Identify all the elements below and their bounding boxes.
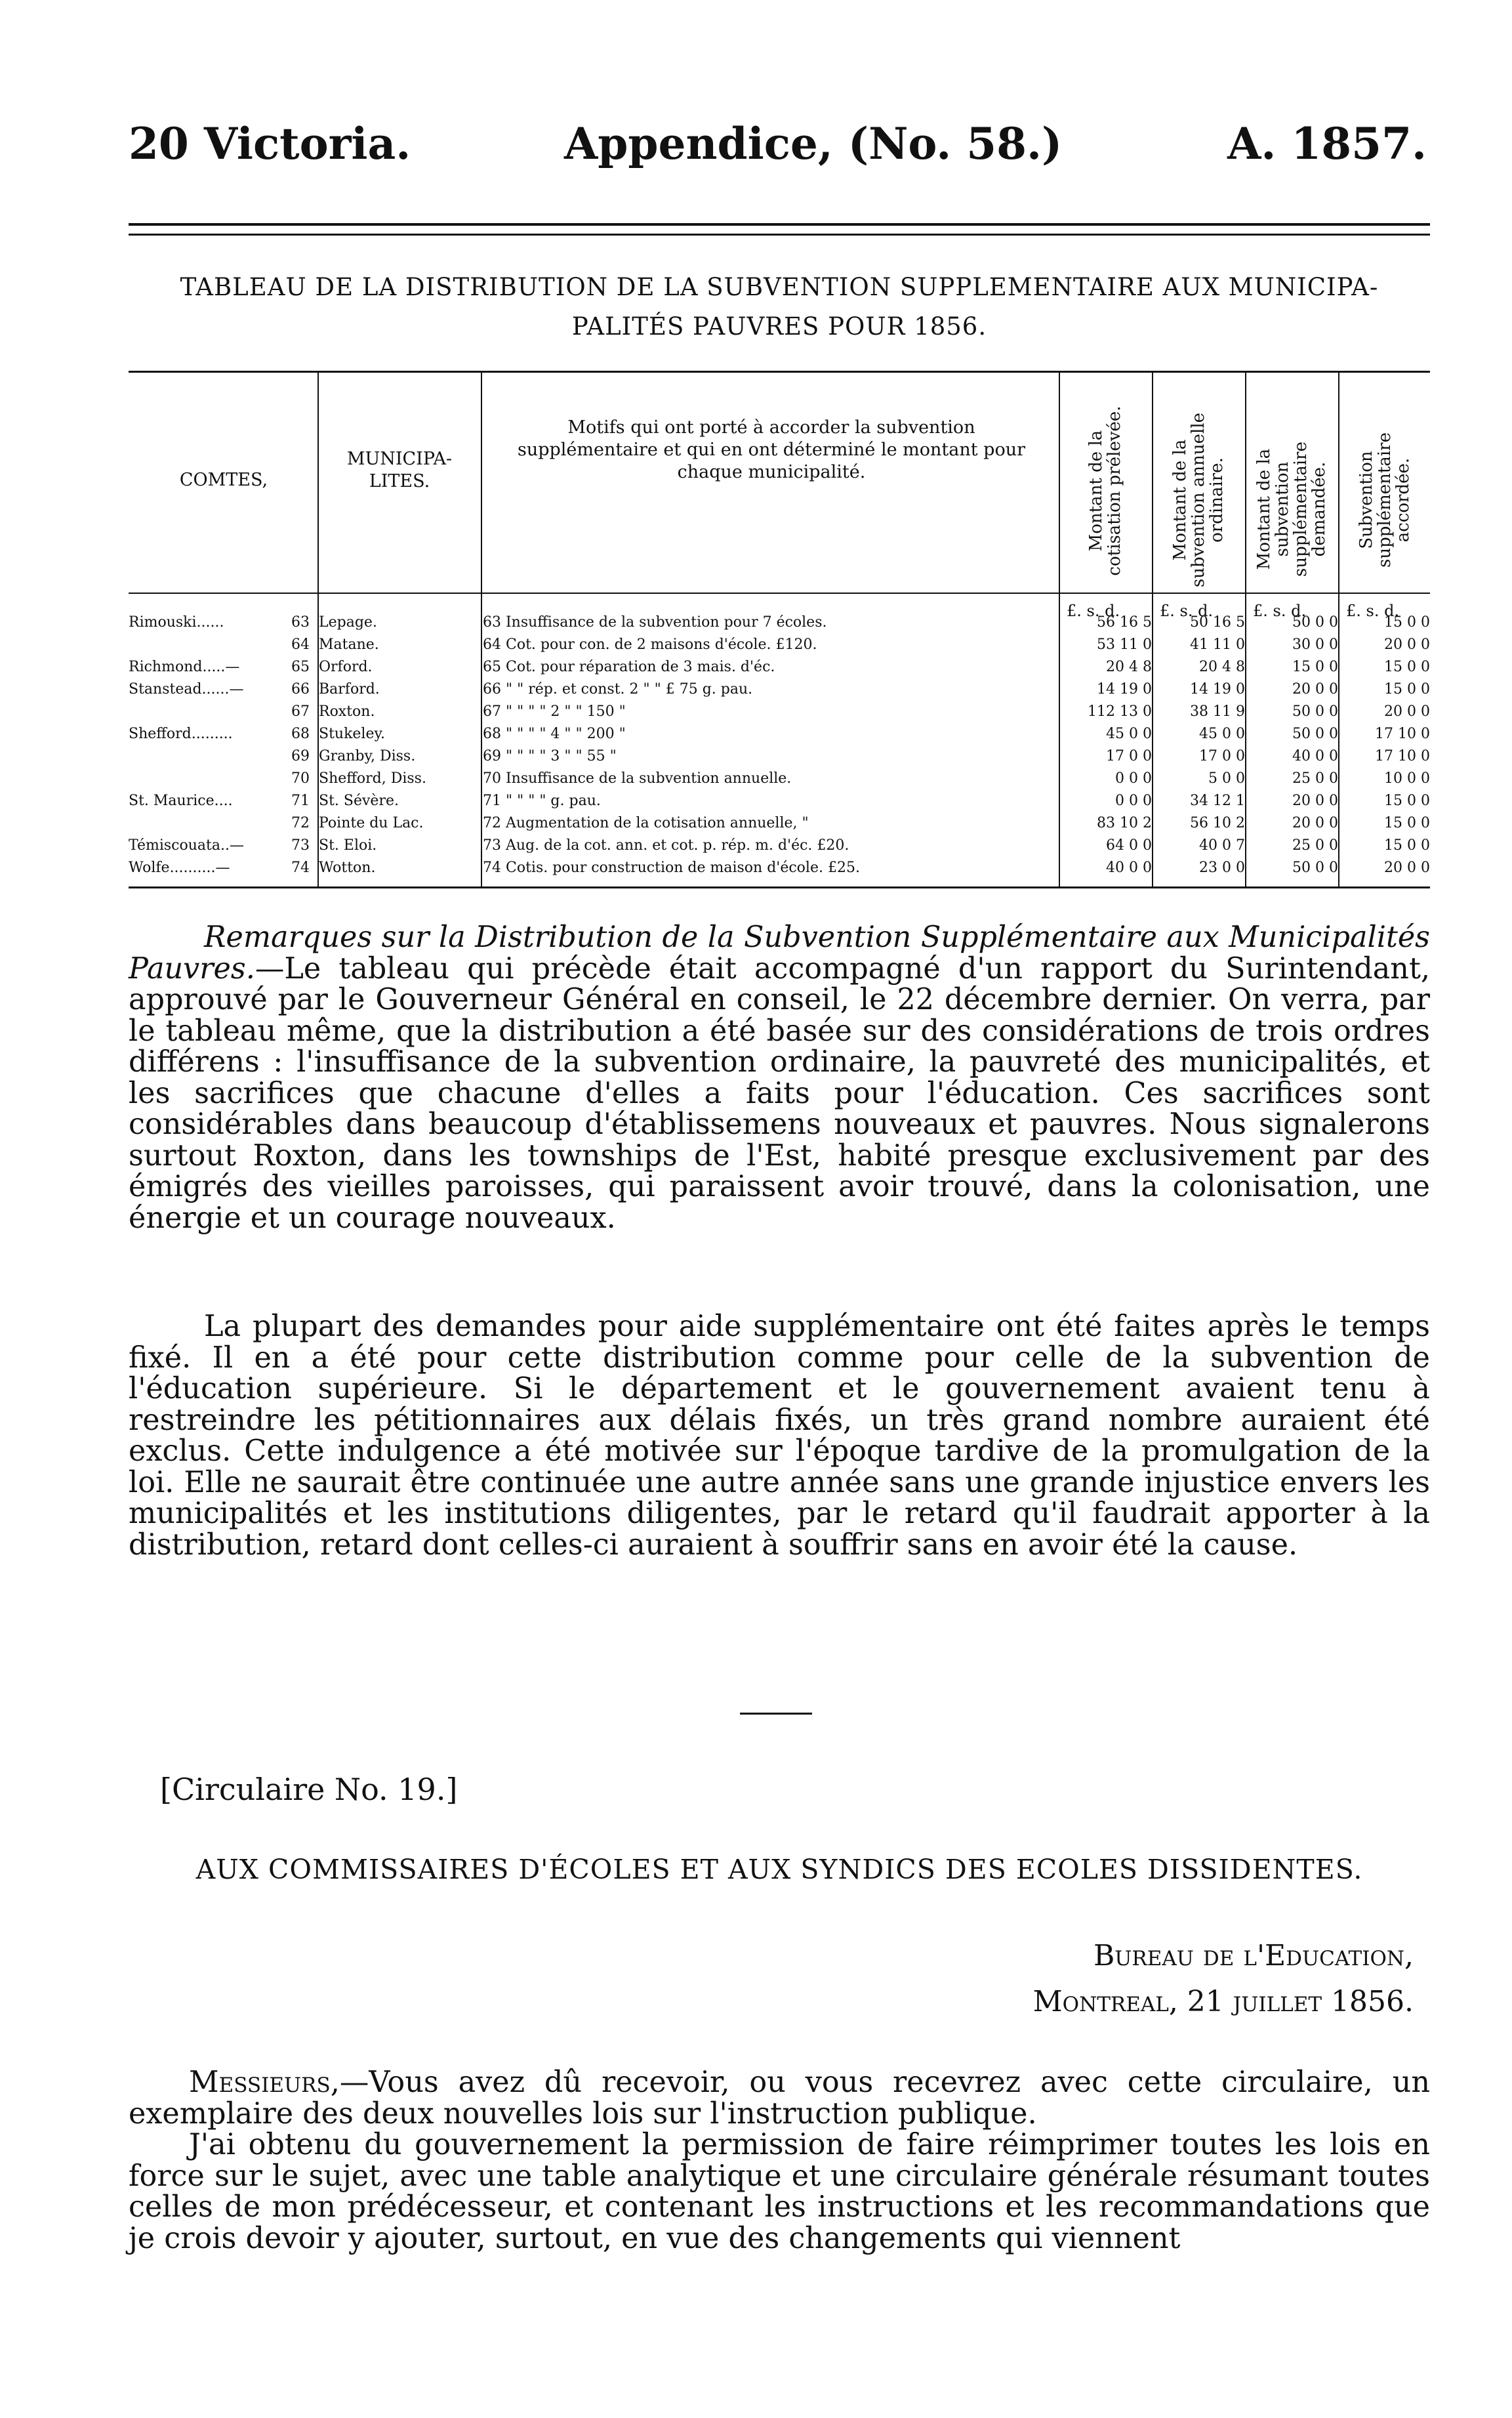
cell-num: 71	[291, 793, 310, 809]
cell-muni: Roxton.	[319, 703, 375, 720]
cell-num: 74	[291, 860, 310, 876]
cell-v3: 50 0 0	[1292, 860, 1338, 876]
cell-muni: Orford.	[319, 659, 373, 675]
cell-num: 67	[291, 703, 310, 720]
remarks-lead: Remarques sur la Distribution de la Subvention Supplémentaire aux Municipalités Pauvres.	[129, 921, 1430, 986]
cell-v4: 15 0 0	[1384, 614, 1430, 631]
cell-v2: 20 4 8	[1199, 659, 1245, 675]
header-motifs: Motifs qui ont porté à accorder la subvention supplémentaire et qui en ont déterminé le montant pour chaque municipalité.	[517, 417, 1025, 482]
cell-v3: 20 0 0	[1292, 793, 1338, 809]
cell-v1: 83 10 2	[1097, 815, 1152, 831]
table-row	[129, 682, 1430, 698]
cell-muni: Shefford, Diss.	[319, 770, 426, 787]
table-row	[129, 771, 1430, 787]
cell-v3: 50 0 0	[1292, 703, 1338, 720]
cell-county: Shefford.........	[129, 726, 233, 742]
table-row	[129, 838, 1430, 854]
cell-v3: 50 0 0	[1292, 726, 1338, 742]
cell-num: 73	[291, 837, 310, 854]
cell-motif: 68 " " " " 4 " " 200 "	[483, 726, 626, 742]
cell-county: Témiscouata..—	[129, 837, 244, 854]
cell-v1: 45 0 0	[1106, 726, 1152, 742]
circular-number: [Circulaire No. 19.]	[160, 1772, 458, 1807]
cell-county: St. Maurice....	[129, 793, 233, 809]
remarks-paragraph-1	[129, 922, 1430, 1234]
cell-v1: 56 16 5	[1097, 614, 1152, 631]
cell-v4: 15 0 0	[1384, 815, 1430, 831]
cell-num: 68	[291, 726, 310, 742]
cell-muni: Lepage.	[319, 614, 377, 631]
cell-v3: 30 0 0	[1292, 636, 1338, 653]
cell-v3: 40 0 0	[1292, 748, 1338, 764]
circular-heading: AUX COMMISSAIRES D'ÉCOLES ET AUX SYNDICS DES ECOLES DISSIDENTES.	[195, 1854, 1363, 1885]
cell-muni: Barford.	[319, 681, 380, 698]
cell-motif: 67 " " " " 2 " " 150 "	[483, 703, 626, 720]
cell-v3: 25 0 0	[1292, 770, 1338, 787]
header-col2: Montant de la subvention annuelle ordinaire.	[1170, 412, 1227, 588]
header-municipalities: MUNICIPA-LITES.	[346, 449, 453, 491]
cell-v3: 15 0 0	[1292, 659, 1338, 675]
header-county: COMTES,	[179, 470, 268, 490]
cell-v2: 17 0 0	[1199, 748, 1245, 764]
table-header-rule	[129, 593, 1430, 594]
circular-place-date: Montreal, 21 juillet 1856.	[1032, 1985, 1414, 2018]
page-header-left: 20 Victoria.	[129, 118, 411, 169]
cell-num: 66	[291, 681, 310, 698]
cell-v1: 112 13 0	[1088, 703, 1152, 720]
cell-num: 69	[291, 748, 310, 764]
circular-paragraph-2	[129, 2129, 1430, 2254]
table-row	[129, 726, 1430, 743]
remarks-text-2: La plupart des demandes pour aide supplémentaire ont été faites après le temps fixé. Il en a été pour cette distribution comme pour celle de la subvention de l'éducation supérieure. Si le département et le gouvernement avaient tenu à restreindre les pétitionnaires aux délais fixés, un très grand nombre auraient été exclus. Cette indulgence a été motivée sur l'époque tardive de la promulgation de la loi. Elle ne saurait être continuée une autre année sans une grande injustice envers les municipalités et les institutions diligentes, par le retard qu'il faudrait apporter à la distribution, retard dont celles-ci auraient à souffrir sans en avoir été la cause.	[129, 1310, 1430, 1562]
circular-text-2: J'ai obtenu du gouvernement la permission de faire réimprimer toutes les lois en force sur le sujet, avec une table analytique et une circulaire générale résumant toutes celles de mon prédécesseur, et contenant les instructions et les recommandations que je crois devoir y ajouter, surtout, en vue des changements qui viennent	[129, 2128, 1430, 2255]
cell-motif: 66 " " rép. et const. 2 " " £ 75 g. pau.	[483, 681, 753, 698]
header-col3: Montant de la subvention supplémentaire demandée.	[1254, 442, 1329, 577]
cell-num: 64	[291, 636, 310, 653]
cell-v2: 50 16 5	[1190, 614, 1245, 631]
table-row	[129, 615, 1430, 631]
units-col1: £. s. d.	[1067, 602, 1120, 620]
cell-motif: 70 Insuffisance de la subvention annuelle.	[483, 770, 792, 787]
header-rule-second	[129, 234, 1430, 236]
cell-v2: 41 11 0	[1190, 636, 1245, 653]
cell-num: 63	[291, 614, 310, 631]
cell-v1: 14 19 0	[1097, 681, 1152, 698]
page-header-center: Appendice, (No. 58.)	[564, 118, 1063, 169]
cell-v4: 15 0 0	[1384, 793, 1430, 809]
table-row	[129, 860, 1430, 877]
remarks-text-1: —Le tableau qui précède était accompagné d'un rapport du Surintendant, approuvé par le Gouverneur Général en conseil, le 22 décembre dernier. On verra, par le tableau même, que la distribution a été basée sur des considérations de trois ordres différens : l'insuffisance de la subvention ordinaire, la pauvreté des municipalités, et les sacrifices que chacune d'elles a faits pour l'éducation. Ces sacrifices sont considérables dans beaucoup d'établissemens nouveaux et pauvres. Nous signalerons surtout Roxton, dans les townships de l'Est, habité presque exclusivement par des émigrés des vieilles paroisses, qui paraissent avoir trouvé, dans la colonisation, une énergie et un courage nouveaux.	[129, 951, 1430, 1235]
cell-v1: 0 0 0	[1115, 793, 1152, 809]
cell-v4: 17 10 0	[1375, 748, 1430, 764]
cell-v4: 20 0 0	[1384, 860, 1430, 876]
section-divider	[740, 1713, 812, 1715]
cell-v4: 20 0 0	[1384, 636, 1430, 653]
cell-v3: 20 0 0	[1292, 681, 1338, 698]
table-top-rule	[129, 371, 1430, 373]
cell-num: 65	[291, 659, 310, 675]
cell-muni: Pointe du Lac.	[319, 815, 424, 831]
units-col2: £. s. d.	[1160, 602, 1214, 620]
table-row	[129, 704, 1430, 720]
cell-v2: 40 0 7	[1199, 837, 1245, 854]
table-bottom-rule	[129, 886, 1430, 888]
page-header-right: A. 1857.	[1227, 118, 1427, 169]
cell-motif: 71 " " " " g. pau.	[483, 793, 601, 809]
circular-paragraph-1	[129, 2067, 1430, 2129]
cell-muni: Matane.	[319, 636, 379, 653]
table-title-line1: TABLEAU DE LA DISTRIBUTION DE LA SUBVENTION SUPPLEMENTAIRE AUX MUNICIPA-	[180, 273, 1379, 301]
cell-muni: Stukeley.	[319, 726, 385, 742]
table-title	[129, 268, 1430, 346]
units-col3: £. s. d.	[1253, 602, 1307, 620]
table-row	[129, 637, 1430, 654]
cell-v2: 38 11 9	[1190, 703, 1245, 720]
cell-motif: 72 Augmentation de la cotisation annuelle, "	[483, 815, 809, 831]
cell-v4: 20 0 0	[1384, 703, 1430, 720]
cell-county: Wolfe..........—	[129, 860, 230, 876]
cell-v1: 17 0 0	[1106, 748, 1152, 764]
cell-v1: 0 0 0	[1115, 770, 1152, 787]
cell-muni: Wotton.	[319, 860, 376, 876]
cell-v4: 17 10 0	[1375, 726, 1430, 742]
cell-motif: 63 Insuffisance de la subvention pour 7 écoles.	[483, 614, 827, 631]
cell-v1: 64 0 0	[1106, 837, 1152, 854]
cell-v4: 15 0 0	[1384, 837, 1430, 854]
cell-muni: St. Sévère.	[319, 793, 399, 809]
cell-county: Richmond.....—	[129, 659, 240, 675]
table-row	[129, 816, 1430, 832]
cell-county: Rimouski......	[129, 614, 224, 631]
header-col4: Subvention supplémentaire accordée.	[1357, 432, 1413, 568]
cell-motif: 69 " " " " 3 " " 55 "	[483, 748, 617, 764]
table-row	[129, 659, 1430, 676]
circular-office: Bureau de l'Education,	[1093, 1939, 1414, 1972]
cell-num: 70	[291, 770, 310, 787]
remarks-paragraph-2	[129, 1311, 1430, 1560]
header-col1: Montant de la cotisation prélevée.	[1086, 406, 1124, 576]
cell-v3: 20 0 0	[1292, 815, 1338, 831]
header-rule	[129, 223, 1430, 226]
cell-county: Stanstead......—	[129, 681, 244, 698]
cell-motif: 74 Cotis. pour construction de maison d'école. £25.	[483, 860, 860, 876]
cell-v2: 14 19 0	[1190, 681, 1245, 698]
cell-v2: 5 0 0	[1208, 770, 1245, 787]
cell-v3: 50 0 0	[1292, 614, 1338, 631]
cell-v2: 34 12 1	[1190, 793, 1245, 809]
table-row	[129, 793, 1430, 810]
cell-motif: 73 Aug. de la cot. ann. et cot. p. rép. m. d'éc. £20.	[483, 837, 849, 854]
cell-num: 72	[291, 815, 310, 831]
cell-v2: 56 10 2	[1190, 815, 1245, 831]
cell-v2: 45 0 0	[1199, 726, 1245, 742]
distribution-table	[129, 371, 1430, 889]
circular-salutation: Messieurs,	[189, 2066, 340, 2099]
cell-muni: Granby, Diss.	[319, 748, 416, 764]
cell-v1: 53 11 0	[1097, 636, 1152, 653]
table-title-line2: PALITÉS PAUVRES POUR 1856.	[571, 312, 987, 341]
cell-muni: St. Eloi.	[319, 837, 377, 854]
units-col4: £. s. d.	[1346, 602, 1400, 620]
cell-v3: 25 0 0	[1292, 837, 1338, 854]
cell-v4: 15 0 0	[1384, 659, 1430, 675]
cell-motif: 64 Cot. pour con. de 2 maisons d'école. £120.	[483, 636, 817, 653]
cell-motif: 65 Cot. pour réparation de 3 mais. d'éc.	[483, 659, 775, 675]
cell-v4: 10 0 0	[1384, 770, 1430, 787]
table-row	[129, 749, 1430, 765]
cell-v4: 15 0 0	[1384, 681, 1430, 698]
cell-v1: 20 4 8	[1106, 659, 1152, 675]
cell-v2: 23 0 0	[1199, 860, 1245, 876]
circular-text-1: —Vous avez dû recevoir, ou vous recevrez avec cette circulaire, un exemplaire des deux nouvelles lois sur l'instruction publique.	[129, 2066, 1430, 2131]
cell-v1: 40 0 0	[1106, 860, 1152, 876]
